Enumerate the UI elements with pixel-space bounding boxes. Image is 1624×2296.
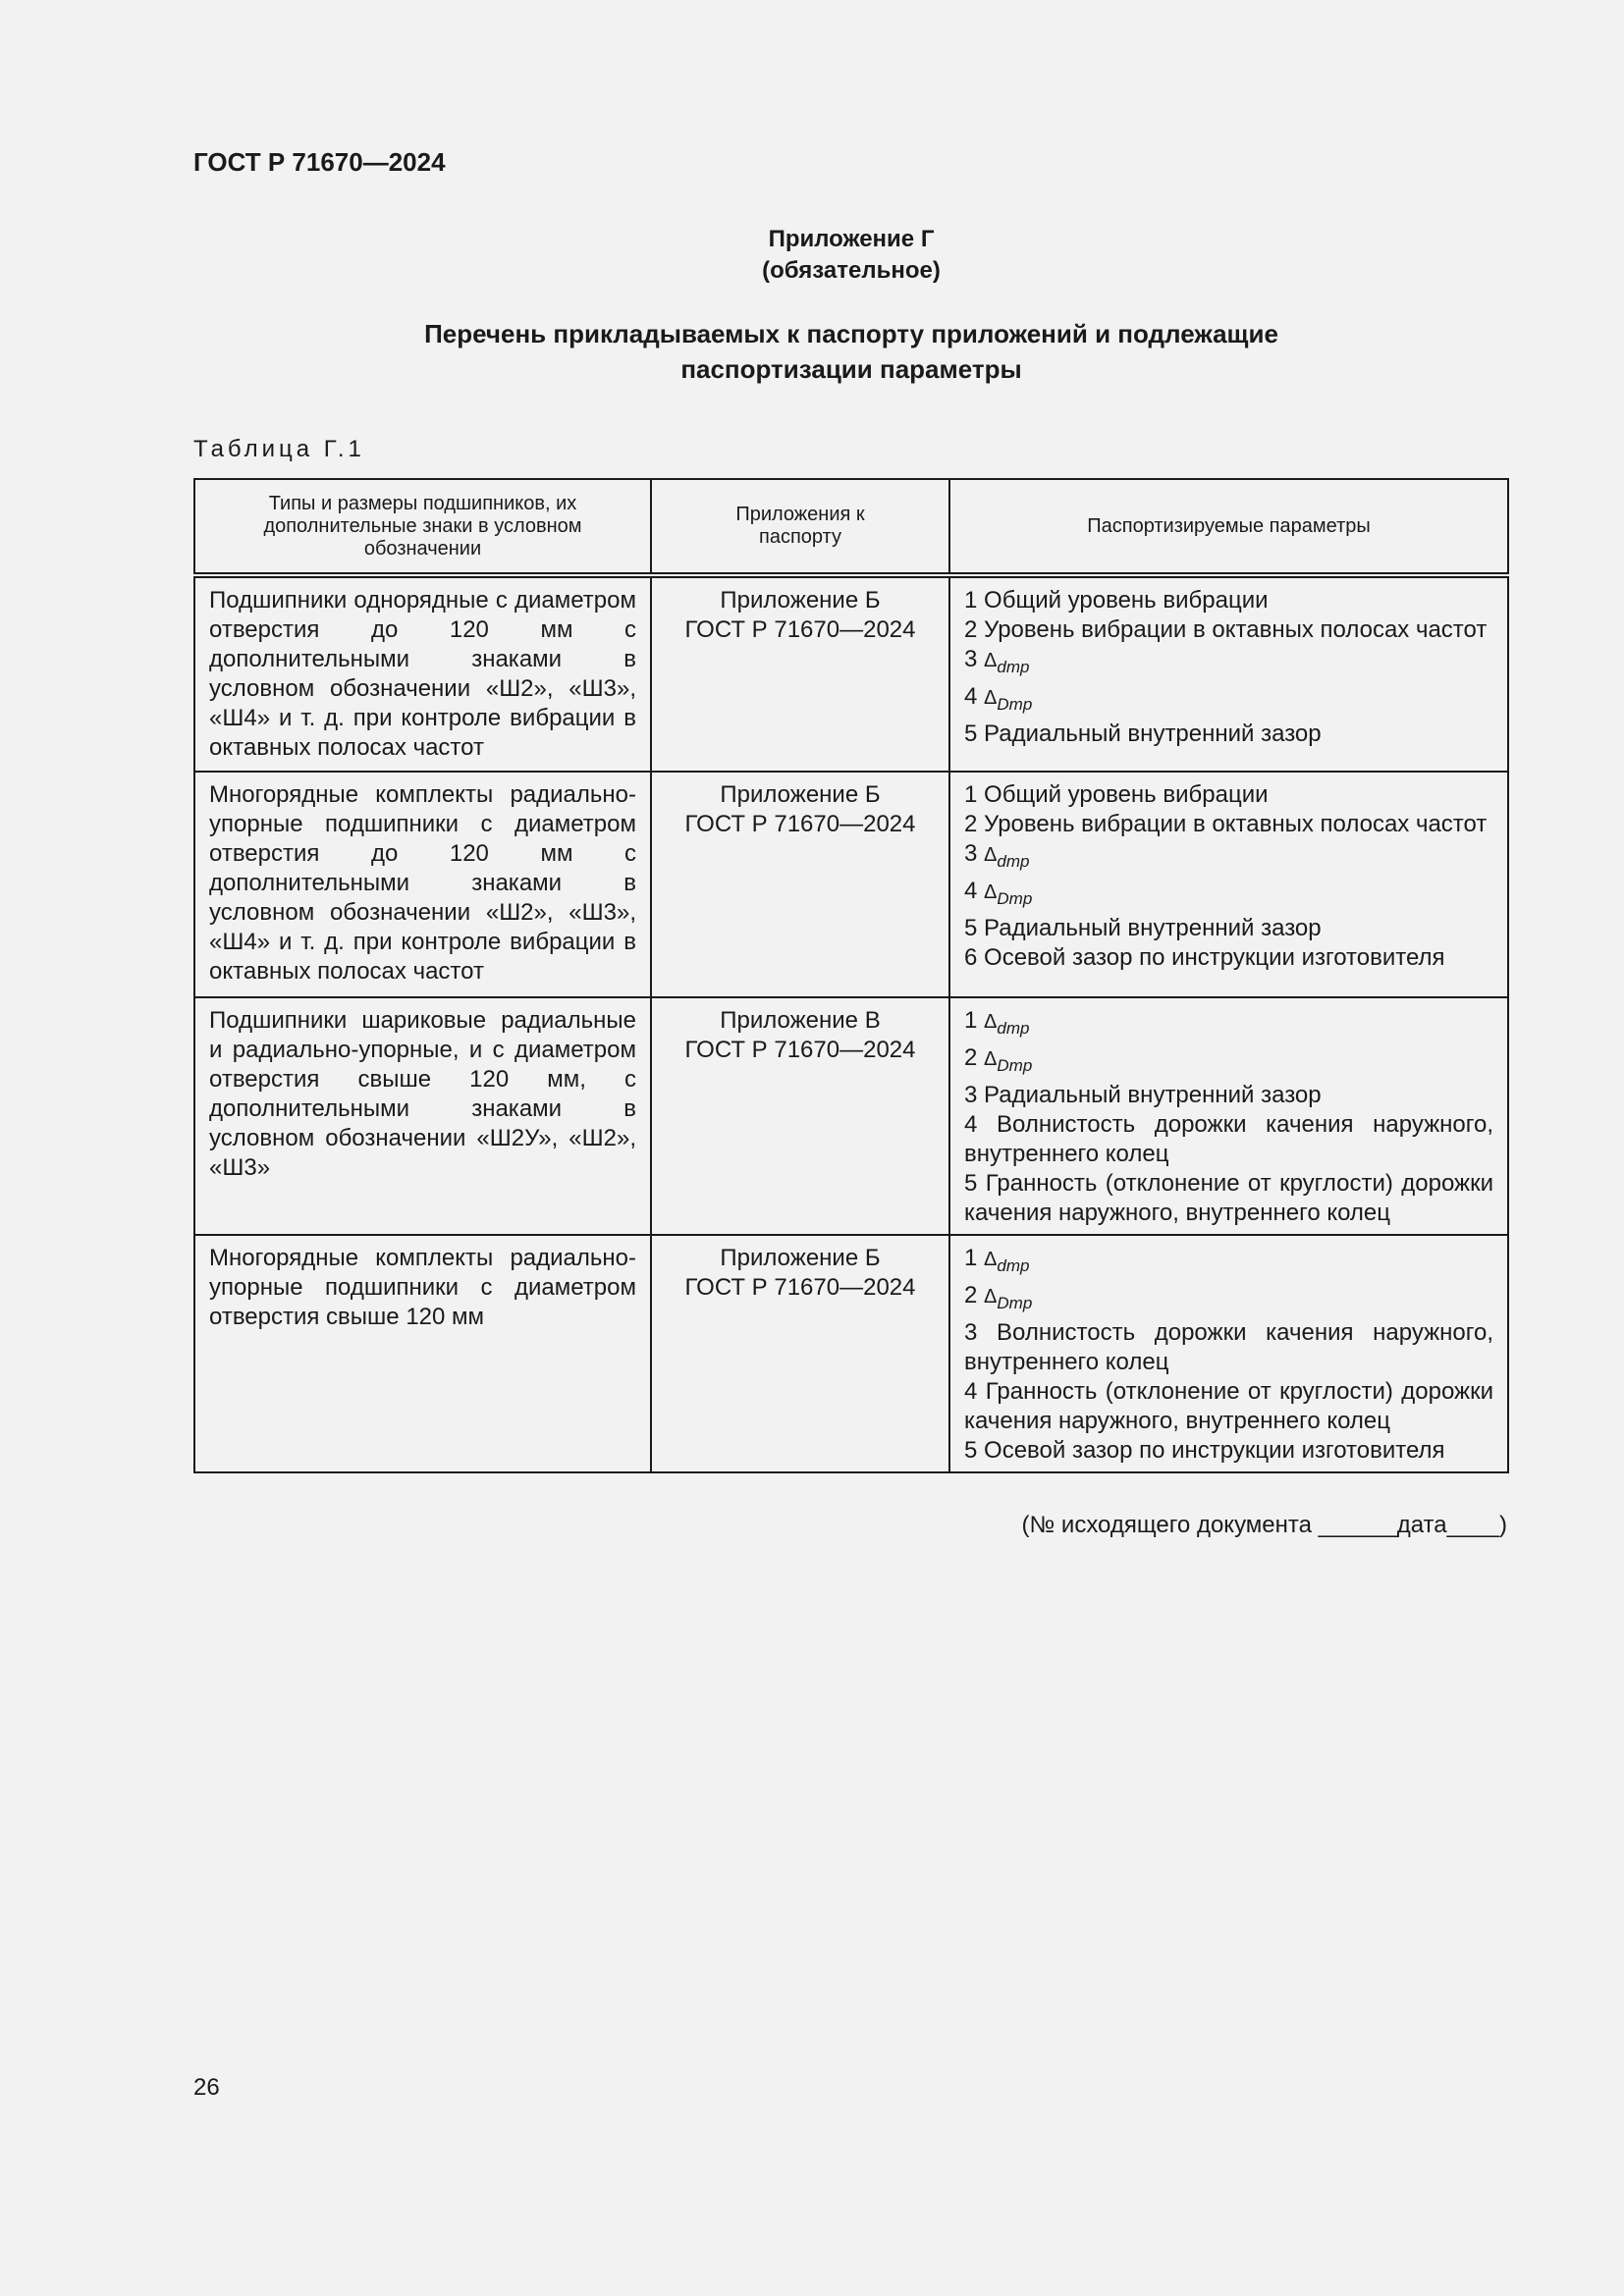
delta-symbol: Δ bbox=[984, 1249, 998, 1270]
delta-symbol: Δ bbox=[984, 687, 998, 709]
parameter-item bbox=[964, 586, 1493, 615]
column-header-types: Типы и размеры подшипников, их дополнительные знаки в условном обозначении bbox=[194, 479, 651, 575]
parameter-text: Радиальный внутренний зазор bbox=[984, 721, 1322, 747]
parameter-number: 3 bbox=[964, 840, 978, 867]
parameter-item bbox=[964, 877, 1493, 914]
parameters-cell bbox=[949, 997, 1508, 1235]
appendix-cell bbox=[651, 772, 949, 997]
parameter-subscript: Dmp bbox=[997, 1294, 1033, 1312]
parameters-cell bbox=[949, 1235, 1508, 1472]
parameter-subscript: Dmp bbox=[997, 1056, 1033, 1075]
column-header-parameters: Паспортизируемые параметры bbox=[949, 479, 1508, 575]
appendix-name: Приложение Г bbox=[768, 226, 935, 252]
appendix-ref: Приложение В bbox=[720, 1007, 881, 1034]
document-code: ГОСТ Р 71670—2024 bbox=[193, 147, 446, 177]
page-heading bbox=[0, 316, 1624, 387]
parameter-item bbox=[964, 839, 1493, 877]
parameter-text: Осевой зазор по инструкции изготовителя bbox=[984, 944, 1445, 971]
page-number: 26 bbox=[193, 2074, 220, 2101]
parameter-text: Радиальный внутренний зазор bbox=[984, 1082, 1322, 1108]
parameter-text: Общий уровень вибрации bbox=[984, 587, 1269, 614]
table-header-row bbox=[194, 479, 1508, 575]
parameter-number: 4 bbox=[964, 1111, 978, 1138]
parameter-subscript: Dmp bbox=[997, 695, 1033, 714]
parameter-text: Осевой зазор по инструкции изготовителя bbox=[984, 1437, 1445, 1464]
parameter-number: 3 bbox=[964, 1319, 978, 1346]
bearing-type-cell: Многорядные комплекты радиально-упорные подшипники с диаметром отверстия свыше 120 мм bbox=[194, 1235, 651, 1472]
appendix-standard: ГОСТ Р 71670—2024 bbox=[684, 1274, 916, 1301]
appendix-cell bbox=[651, 997, 949, 1235]
parameter-number: 2 bbox=[964, 616, 978, 643]
parameter-subscript: dmp bbox=[997, 1019, 1030, 1038]
delta-symbol: Δ bbox=[984, 881, 998, 903]
table-row bbox=[194, 997, 1508, 1235]
parameter-subscript: dmp bbox=[997, 1256, 1030, 1275]
parameter-number: 1 bbox=[964, 587, 978, 614]
parameter-text: Общий уровень вибрации bbox=[984, 781, 1269, 808]
parameter-text: Радиальный внутренний зазор bbox=[984, 915, 1322, 941]
table-row bbox=[194, 1235, 1508, 1472]
parameter-text: Волнистость дорожки качения наружного, внутреннего колец bbox=[964, 1319, 1493, 1375]
parameter-item bbox=[964, 1244, 1493, 1281]
parameters-table bbox=[193, 478, 1509, 1473]
parameter-text: Уровень вибрации в октавных полосах частот bbox=[984, 811, 1488, 837]
appendix-title bbox=[0, 224, 1624, 287]
appendix-standard: ГОСТ Р 71670—2024 bbox=[684, 1037, 916, 1063]
delta-symbol: Δ bbox=[984, 1048, 998, 1070]
bearing-type-cell: Многорядные комплекты радиально-упорные подшипники с диаметром отверстия до 120 мм с дополнительными знаками в условном обозначении «Ш2», «Ш3», «Ш4» и т. д. при контроле вибрации в октавных полосах частот bbox=[194, 772, 651, 997]
table-row bbox=[194, 575, 1508, 772]
parameter-subscript: dmp bbox=[997, 658, 1030, 676]
parameter-number: 1 bbox=[964, 781, 978, 808]
appendix-ref: Приложение Б bbox=[720, 587, 881, 614]
parameter-item bbox=[964, 1043, 1493, 1081]
parameter-item bbox=[964, 1318, 1493, 1377]
parameter-item bbox=[964, 1169, 1493, 1228]
column-header-appendices: Приложения к паспорту bbox=[651, 479, 949, 575]
parameter-number: 6 bbox=[964, 944, 978, 971]
heading-line-2: паспортизации параметры bbox=[680, 354, 1022, 384]
heading-line-1: Перечень прикладываемых к паспорту приложений и подлежащие bbox=[424, 319, 1278, 348]
parameter-item bbox=[964, 780, 1493, 810]
parameter-item bbox=[964, 1436, 1493, 1466]
parameters-cell bbox=[949, 575, 1508, 772]
parameter-item bbox=[964, 645, 1493, 682]
table-row bbox=[194, 772, 1508, 997]
appendix-cell bbox=[651, 1235, 949, 1472]
parameter-number: 5 bbox=[964, 721, 978, 747]
appendix-standard: ГОСТ Р 71670—2024 bbox=[684, 811, 916, 837]
parameter-item bbox=[964, 1281, 1493, 1318]
appendix-cell bbox=[651, 575, 949, 772]
parameter-text: Волнистость дорожки качения наружного, внутреннего колец bbox=[964, 1111, 1493, 1167]
parameter-subscript: dmp bbox=[997, 852, 1030, 871]
parameter-item bbox=[964, 720, 1493, 749]
parameter-number: 1 bbox=[964, 1007, 978, 1034]
parameter-number: 3 bbox=[964, 646, 978, 672]
parameter-text: Гранность (отклонение от круглости) дорожки качения наружного, внутреннего колец bbox=[964, 1170, 1493, 1226]
appendix-ref: Приложение Б bbox=[720, 781, 881, 808]
parameter-item bbox=[964, 615, 1493, 645]
parameter-item bbox=[964, 914, 1493, 943]
parameter-item bbox=[964, 943, 1493, 973]
parameter-number: 2 bbox=[964, 1282, 978, 1308]
parameter-number: 4 bbox=[964, 683, 978, 710]
parameter-number: 2 bbox=[964, 811, 978, 837]
delta-symbol: Δ bbox=[984, 650, 998, 671]
table-label: Таблица Г.1 bbox=[193, 436, 365, 462]
parameter-number: 1 bbox=[964, 1245, 978, 1271]
delta-symbol: Δ bbox=[984, 844, 998, 866]
parameter-number: 5 bbox=[964, 1437, 978, 1464]
bearing-type-cell: Подшипники шариковые радиальные и радиально-упорные, и с диаметром отверстия свыше 120 мм, с дополнительными знаками в условном обозначении «Ш2У», «Ш2», «Ш3» bbox=[194, 997, 651, 1235]
parameter-number: 4 bbox=[964, 878, 978, 904]
delta-symbol: Δ bbox=[984, 1011, 998, 1033]
parameter-text: Гранность (отклонение от круглости) дорожки качения наружного, внутреннего колец bbox=[964, 1378, 1493, 1434]
parameter-number: 5 bbox=[964, 915, 978, 941]
parameter-item bbox=[964, 682, 1493, 720]
parameter-number: 5 bbox=[964, 1170, 978, 1197]
appendix-ref: Приложение Б bbox=[720, 1245, 881, 1271]
parameter-text: Уровень вибрации в октавных полосах частот bbox=[984, 616, 1488, 643]
parameter-number: 2 bbox=[964, 1044, 978, 1071]
parameter-item bbox=[964, 1110, 1493, 1169]
parameter-item bbox=[964, 810, 1493, 839]
outgoing-document-note: (№ исходящего документа ______дата____) bbox=[1021, 1512, 1507, 1538]
delta-symbol: Δ bbox=[984, 1286, 998, 1308]
parameter-item bbox=[964, 1081, 1493, 1110]
parameter-subscript: Dmp bbox=[997, 889, 1033, 908]
appendix-status: (обязательное) bbox=[762, 257, 941, 284]
appendix-standard: ГОСТ Р 71670—2024 bbox=[684, 616, 916, 643]
bearing-type-cell: Подшипники однорядные с диаметром отверстия до 120 мм с дополнительными знаками в условном обозначении «Ш2», «Ш3», «Ш4» и т. д. при контроле вибрации в октавных полосах частот bbox=[194, 575, 651, 772]
parameter-number: 4 bbox=[964, 1378, 978, 1405]
parameter-item bbox=[964, 1006, 1493, 1043]
parameters-cell bbox=[949, 772, 1508, 997]
parameter-item bbox=[964, 1377, 1493, 1436]
parameter-number: 3 bbox=[964, 1082, 978, 1108]
